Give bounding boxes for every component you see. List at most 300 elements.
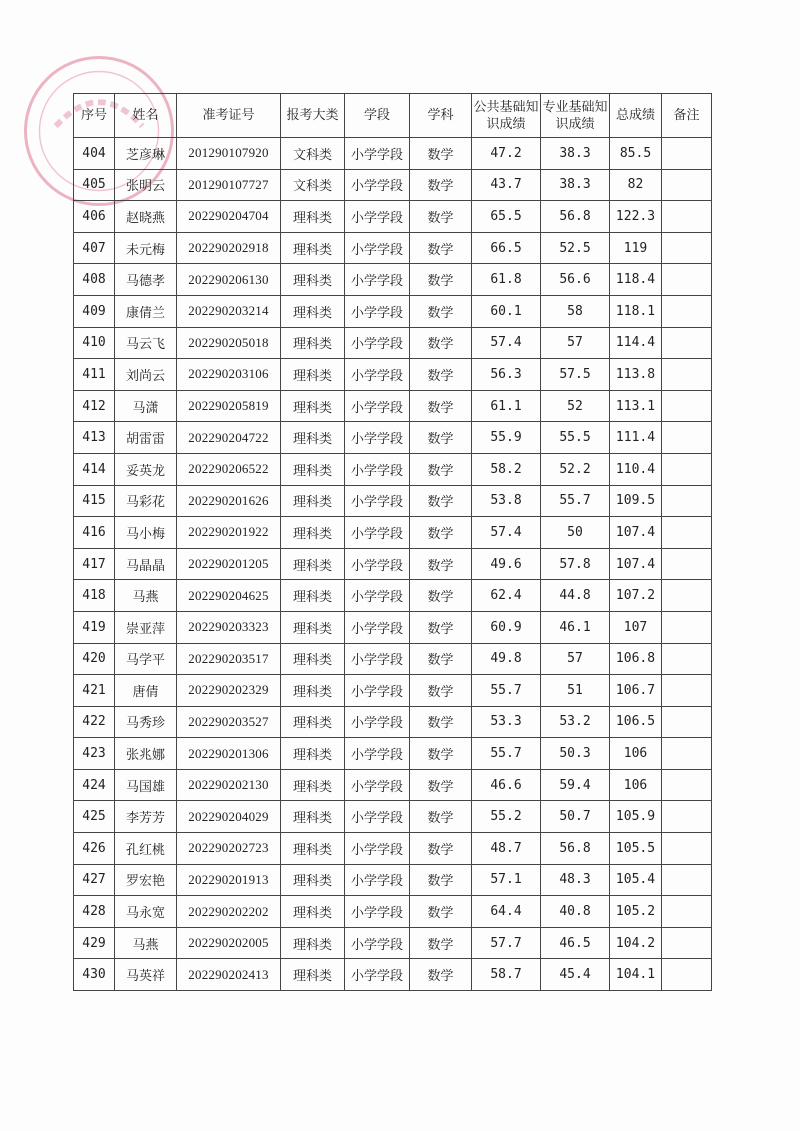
cell-public-score: 48.7 <box>472 833 541 865</box>
cell-prof-score: 58 <box>541 295 610 327</box>
cell-exam-id: 202290202413 <box>177 959 281 991</box>
cell-total: 113.8 <box>610 359 662 391</box>
cell-total: 109.5 <box>610 485 662 517</box>
cell-category: 理科类 <box>281 611 345 643</box>
cell-category: 理科类 <box>281 359 345 391</box>
cell-prof-score: 44.8 <box>541 580 610 612</box>
cell-seq: 411 <box>74 359 115 391</box>
cell-remark <box>662 833 712 865</box>
header-category: 报考大类 <box>281 94 345 138</box>
table-body <box>74 138 712 991</box>
cell-seq: 404 <box>74 138 115 170</box>
cell-category: 理科类 <box>281 201 345 233</box>
cell-public-score: 58.7 <box>472 959 541 991</box>
cell-seq: 408 <box>74 264 115 296</box>
cell-total: 106.7 <box>610 675 662 707</box>
cell-total: 105.2 <box>610 896 662 928</box>
cell-category: 理科类 <box>281 264 345 296</box>
cell-public-score: 53.3 <box>472 706 541 738</box>
cell-public-score: 49.6 <box>472 548 541 580</box>
cell-subject: 数学 <box>410 232 472 264</box>
cell-category: 理科类 <box>281 390 345 422</box>
cell-total: 106.5 <box>610 706 662 738</box>
cell-remark <box>662 801 712 833</box>
cell-public-score: 53.8 <box>472 485 541 517</box>
cell-seq: 426 <box>74 833 115 865</box>
cell-name: 马永宽 <box>115 896 177 928</box>
header-exam-id: 准考证号 <box>177 94 281 138</box>
cell-seq: 425 <box>74 801 115 833</box>
cell-name: 马彩花 <box>115 485 177 517</box>
cell-total: 106 <box>610 738 662 770</box>
cell-remark <box>662 359 712 391</box>
cell-exam-id: 202290201306 <box>177 738 281 770</box>
table-row <box>74 517 712 549</box>
cell-total: 122.3 <box>610 201 662 233</box>
cell-stage: 小学学段 <box>345 580 410 612</box>
cell-name: 张兆娜 <box>115 738 177 770</box>
cell-exam-id: 202290204704 <box>177 201 281 233</box>
table-row <box>74 896 712 928</box>
cell-remark <box>662 706 712 738</box>
cell-name: 马潇 <box>115 390 177 422</box>
table-row <box>74 138 712 170</box>
cell-subject: 数学 <box>410 453 472 485</box>
cell-total: 105.4 <box>610 864 662 896</box>
cell-name: 马英祥 <box>115 959 177 991</box>
cell-name: 未元梅 <box>115 232 177 264</box>
table-row <box>74 959 712 991</box>
cell-stage: 小学学段 <box>345 295 410 327</box>
cell-stage: 小学学段 <box>345 201 410 233</box>
cell-total: 111.4 <box>610 422 662 454</box>
cell-exam-id: 202290202202 <box>177 896 281 928</box>
cell-category: 理科类 <box>281 517 345 549</box>
cell-name: 马秀珍 <box>115 706 177 738</box>
cell-category: 理科类 <box>281 864 345 896</box>
table-row <box>74 390 712 422</box>
header-stage: 学段 <box>345 94 410 138</box>
cell-remark <box>662 138 712 170</box>
cell-prof-score: 57 <box>541 327 610 359</box>
cell-stage: 小学学段 <box>345 548 410 580</box>
table-row <box>74 706 712 738</box>
cell-name: 马小梅 <box>115 517 177 549</box>
cell-prof-score: 55.7 <box>541 485 610 517</box>
cell-public-score: 64.4 <box>472 896 541 928</box>
cell-exam-id: 202290206522 <box>177 453 281 485</box>
cell-prof-score: 45.4 <box>541 959 610 991</box>
cell-total: 107 <box>610 611 662 643</box>
cell-exam-id: 202290206130 <box>177 264 281 296</box>
cell-prof-score: 50.7 <box>541 801 610 833</box>
cell-stage: 小学学段 <box>345 611 410 643</box>
table-row <box>74 232 712 264</box>
table-row <box>74 295 712 327</box>
cell-stage: 小学学段 <box>345 927 410 959</box>
cell-exam-id: 202290202005 <box>177 927 281 959</box>
cell-category: 理科类 <box>281 232 345 264</box>
cell-category: 理科类 <box>281 801 345 833</box>
cell-name: 唐倩 <box>115 675 177 707</box>
cell-exam-id: 202290204722 <box>177 422 281 454</box>
cell-total: 104.1 <box>610 959 662 991</box>
cell-remark <box>662 422 712 454</box>
cell-subject: 数学 <box>410 801 472 833</box>
table-row <box>74 169 712 201</box>
cell-remark <box>662 959 712 991</box>
cell-subject: 数学 <box>410 864 472 896</box>
cell-seq: 412 <box>74 390 115 422</box>
cell-subject: 数学 <box>410 675 472 707</box>
cell-subject: 数学 <box>410 833 472 865</box>
cell-exam-id: 202290204029 <box>177 801 281 833</box>
cell-exam-id: 201290107920 <box>177 138 281 170</box>
cell-subject: 数学 <box>410 769 472 801</box>
cell-subject: 数学 <box>410 643 472 675</box>
cell-seq: 407 <box>74 232 115 264</box>
cell-name: 马燕 <box>115 580 177 612</box>
cell-seq: 415 <box>74 485 115 517</box>
header-public-score: 公共基础知识成绩 <box>472 94 541 138</box>
cell-total: 104.2 <box>610 927 662 959</box>
cell-remark <box>662 896 712 928</box>
cell-public-score: 58.2 <box>472 453 541 485</box>
cell-seq: 429 <box>74 927 115 959</box>
header-remark: 备注 <box>662 94 712 138</box>
cell-prof-score: 57 <box>541 643 610 675</box>
cell-remark <box>662 295 712 327</box>
cell-exam-id: 201290107727 <box>177 169 281 201</box>
cell-exam-id: 202290205819 <box>177 390 281 422</box>
cell-prof-score: 52.2 <box>541 453 610 485</box>
cell-prof-score: 50.3 <box>541 738 610 770</box>
cell-public-score: 55.7 <box>472 738 541 770</box>
cell-stage: 小学学段 <box>345 517 410 549</box>
cell-remark <box>662 517 712 549</box>
cell-stage: 小学学段 <box>345 169 410 201</box>
cell-stage: 小学学段 <box>345 485 410 517</box>
cell-stage: 小学学段 <box>345 896 410 928</box>
cell-category: 理科类 <box>281 769 345 801</box>
cell-prof-score: 56.6 <box>541 264 610 296</box>
cell-seq: 427 <box>74 864 115 896</box>
cell-public-score: 60.1 <box>472 295 541 327</box>
cell-public-score: 61.8 <box>472 264 541 296</box>
cell-remark <box>662 201 712 233</box>
cell-seq: 405 <box>74 169 115 201</box>
cell-exam-id: 202290203527 <box>177 706 281 738</box>
cell-prof-score: 38.3 <box>541 169 610 201</box>
cell-name: 罗宏艳 <box>115 864 177 896</box>
cell-subject: 数学 <box>410 327 472 359</box>
cell-exam-id: 202290203214 <box>177 295 281 327</box>
cell-prof-score: 57.8 <box>541 548 610 580</box>
cell-category: 理科类 <box>281 327 345 359</box>
cell-name: 张明云 <box>115 169 177 201</box>
cell-stage: 小学学段 <box>345 390 410 422</box>
cell-category: 理科类 <box>281 453 345 485</box>
cell-seq: 410 <box>74 327 115 359</box>
cell-subject: 数学 <box>410 611 472 643</box>
header-total: 总成绩 <box>610 94 662 138</box>
table-row <box>74 611 712 643</box>
cell-stage: 小学学段 <box>345 833 410 865</box>
cell-seq: 424 <box>74 769 115 801</box>
cell-remark <box>662 927 712 959</box>
cell-stage: 小学学段 <box>345 359 410 391</box>
table-row <box>74 327 712 359</box>
cell-public-score: 66.5 <box>472 232 541 264</box>
cell-prof-score: 46.1 <box>541 611 610 643</box>
cell-category: 理科类 <box>281 927 345 959</box>
header-subject: 学科 <box>410 94 472 138</box>
cell-exam-id: 202290203517 <box>177 643 281 675</box>
cell-total: 85.5 <box>610 138 662 170</box>
cell-remark <box>662 169 712 201</box>
cell-seq: 428 <box>74 896 115 928</box>
cell-seq: 417 <box>74 548 115 580</box>
header-name: 姓名 <box>115 94 177 138</box>
cell-prof-score: 50 <box>541 517 610 549</box>
cell-seq: 409 <box>74 295 115 327</box>
cell-category: 理科类 <box>281 548 345 580</box>
cell-prof-score: 46.5 <box>541 927 610 959</box>
cell-seq: 418 <box>74 580 115 612</box>
cell-remark <box>662 264 712 296</box>
cell-remark <box>662 390 712 422</box>
cell-category: 理科类 <box>281 643 345 675</box>
cell-stage: 小学学段 <box>345 675 410 707</box>
cell-stage: 小学学段 <box>345 422 410 454</box>
cell-public-score: 56.3 <box>472 359 541 391</box>
cell-name: 妥英龙 <box>115 453 177 485</box>
cell-subject: 数学 <box>410 738 472 770</box>
cell-remark <box>662 232 712 264</box>
cell-stage: 小学学段 <box>345 643 410 675</box>
cell-public-score: 65.5 <box>472 201 541 233</box>
cell-prof-score: 56.8 <box>541 833 610 865</box>
table-row <box>74 833 712 865</box>
cell-stage: 小学学段 <box>345 769 410 801</box>
cell-name: 马国雄 <box>115 769 177 801</box>
table-row <box>74 643 712 675</box>
cell-remark <box>662 611 712 643</box>
cell-name: 马燕 <box>115 927 177 959</box>
cell-stage: 小学学段 <box>345 138 410 170</box>
cell-subject: 数学 <box>410 517 472 549</box>
cell-remark <box>662 864 712 896</box>
cell-remark <box>662 675 712 707</box>
cell-prof-score: 59.4 <box>541 769 610 801</box>
table-header-row <box>74 94 712 138</box>
cell-total: 113.1 <box>610 390 662 422</box>
table-row <box>74 201 712 233</box>
cell-exam-id: 202290202723 <box>177 833 281 865</box>
cell-stage: 小学学段 <box>345 232 410 264</box>
cell-exam-id: 202290205018 <box>177 327 281 359</box>
cell-total: 105.5 <box>610 833 662 865</box>
cell-exam-id: 202290204625 <box>177 580 281 612</box>
cell-exam-id: 202290201913 <box>177 864 281 896</box>
cell-seq: 416 <box>74 517 115 549</box>
cell-seq: 421 <box>74 675 115 707</box>
cell-prof-score: 48.3 <box>541 864 610 896</box>
cell-category: 理科类 <box>281 295 345 327</box>
cell-total: 82 <box>610 169 662 201</box>
cell-total: 107.2 <box>610 580 662 612</box>
cell-category: 理科类 <box>281 580 345 612</box>
table-row <box>74 453 712 485</box>
cell-subject: 数学 <box>410 485 472 517</box>
cell-seq: 430 <box>74 959 115 991</box>
cell-name: 康倩兰 <box>115 295 177 327</box>
cell-category: 文科类 <box>281 138 345 170</box>
cell-seq: 420 <box>74 643 115 675</box>
cell-subject: 数学 <box>410 959 472 991</box>
cell-stage: 小学学段 <box>345 327 410 359</box>
cell-name: 孔红桃 <box>115 833 177 865</box>
cell-public-score: 47.2 <box>472 138 541 170</box>
cell-stage: 小学学段 <box>345 706 410 738</box>
header-seq: 序号 <box>74 94 115 138</box>
table-row <box>74 264 712 296</box>
cell-subject: 数学 <box>410 201 472 233</box>
cell-total: 107.4 <box>610 517 662 549</box>
cell-stage: 小学学段 <box>345 738 410 770</box>
score-table <box>73 93 712 991</box>
table-row <box>74 801 712 833</box>
table-row <box>74 864 712 896</box>
cell-name: 赵晓燕 <box>115 201 177 233</box>
table-row <box>74 738 712 770</box>
cell-stage: 小学学段 <box>345 264 410 296</box>
table-row <box>74 769 712 801</box>
cell-exam-id: 202290201205 <box>177 548 281 580</box>
cell-exam-id: 202290201922 <box>177 517 281 549</box>
cell-name: 马晶晶 <box>115 548 177 580</box>
cell-subject: 数学 <box>410 896 472 928</box>
cell-total: 110.4 <box>610 453 662 485</box>
cell-seq: 423 <box>74 738 115 770</box>
cell-seq: 413 <box>74 422 115 454</box>
cell-total: 114.4 <box>610 327 662 359</box>
cell-name: 马德孝 <box>115 264 177 296</box>
cell-total: 106 <box>610 769 662 801</box>
cell-subject: 数学 <box>410 548 472 580</box>
cell-category: 理科类 <box>281 833 345 865</box>
cell-public-score: 49.8 <box>472 643 541 675</box>
cell-prof-score: 57.5 <box>541 359 610 391</box>
cell-category: 文科类 <box>281 169 345 201</box>
cell-prof-score: 55.5 <box>541 422 610 454</box>
cell-subject: 数学 <box>410 422 472 454</box>
cell-category: 理科类 <box>281 675 345 707</box>
cell-remark <box>662 485 712 517</box>
cell-subject: 数学 <box>410 927 472 959</box>
cell-prof-score: 38.3 <box>541 138 610 170</box>
cell-public-score: 55.7 <box>472 675 541 707</box>
cell-total: 118.1 <box>610 295 662 327</box>
cell-prof-score: 53.2 <box>541 706 610 738</box>
cell-subject: 数学 <box>410 138 472 170</box>
cell-stage: 小学学段 <box>345 864 410 896</box>
cell-name: 刘尚云 <box>115 359 177 391</box>
cell-public-score: 57.1 <box>472 864 541 896</box>
cell-subject: 数学 <box>410 706 472 738</box>
cell-seq: 406 <box>74 201 115 233</box>
cell-prof-score: 56.8 <box>541 201 610 233</box>
cell-subject: 数学 <box>410 390 472 422</box>
cell-public-score: 55.9 <box>472 422 541 454</box>
cell-remark <box>662 327 712 359</box>
cell-remark <box>662 580 712 612</box>
cell-subject: 数学 <box>410 295 472 327</box>
cell-public-score: 57.4 <box>472 327 541 359</box>
cell-name: 芝彦琳 <box>115 138 177 170</box>
cell-category: 理科类 <box>281 896 345 928</box>
cell-exam-id: 202290201626 <box>177 485 281 517</box>
cell-remark <box>662 738 712 770</box>
cell-name: 胡雷雷 <box>115 422 177 454</box>
table-row <box>74 580 712 612</box>
table-row <box>74 675 712 707</box>
table-row <box>74 422 712 454</box>
cell-prof-score: 51 <box>541 675 610 707</box>
cell-seq: 414 <box>74 453 115 485</box>
cell-name: 马云飞 <box>115 327 177 359</box>
cell-public-score: 55.2 <box>472 801 541 833</box>
cell-subject: 数学 <box>410 359 472 391</box>
table-row <box>74 359 712 391</box>
cell-public-score: 61.1 <box>472 390 541 422</box>
cell-public-score: 46.6 <box>472 769 541 801</box>
cell-seq: 422 <box>74 706 115 738</box>
cell-exam-id: 202290203106 <box>177 359 281 391</box>
cell-category: 理科类 <box>281 959 345 991</box>
cell-name: 李芳芳 <box>115 801 177 833</box>
cell-subject: 数学 <box>410 580 472 612</box>
cell-name: 马学平 <box>115 643 177 675</box>
cell-total: 106.8 <box>610 643 662 675</box>
cell-remark <box>662 453 712 485</box>
cell-remark <box>662 548 712 580</box>
cell-exam-id: 202290202329 <box>177 675 281 707</box>
cell-total: 105.9 <box>610 801 662 833</box>
cell-stage: 小学学段 <box>345 801 410 833</box>
cell-prof-score: 52 <box>541 390 610 422</box>
cell-public-score: 43.7 <box>472 169 541 201</box>
cell-public-score: 57.7 <box>472 927 541 959</box>
cell-prof-score: 40.8 <box>541 896 610 928</box>
cell-exam-id: 202290202918 <box>177 232 281 264</box>
cell-stage: 小学学段 <box>345 959 410 991</box>
table-row <box>74 927 712 959</box>
cell-total: 118.4 <box>610 264 662 296</box>
cell-subject: 数学 <box>410 264 472 296</box>
cell-prof-score: 52.5 <box>541 232 610 264</box>
cell-category: 理科类 <box>281 422 345 454</box>
cell-total: 107.4 <box>610 548 662 580</box>
cell-total: 119 <box>610 232 662 264</box>
header-prof-score: 专业基础知识成绩 <box>541 94 610 138</box>
cell-stage: 小学学段 <box>345 453 410 485</box>
cell-category: 理科类 <box>281 738 345 770</box>
table-row <box>74 548 712 580</box>
cell-subject: 数学 <box>410 169 472 201</box>
cell-public-score: 57.4 <box>472 517 541 549</box>
table-row <box>74 485 712 517</box>
